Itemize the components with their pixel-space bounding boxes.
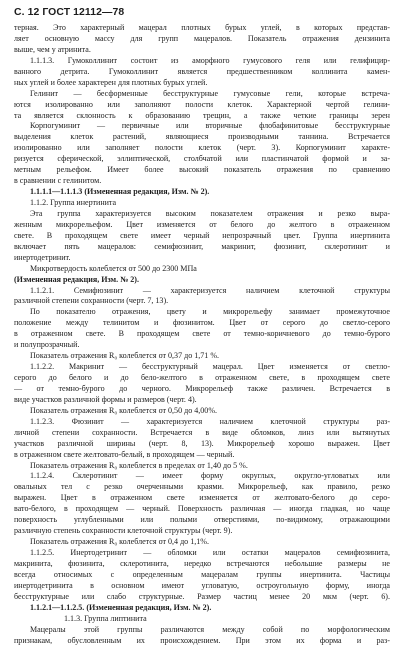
text-line: 1.1.2.2. Макринит — бесструктурный мацерал. Цвет изменяется от светло- (14, 362, 390, 373)
text-line: 1.1.2.1. Семифюзинит — характеризуется наличием клеточной структуры (14, 286, 390, 297)
text-line: включает пять мацералов: семифюзинит, макринит, фюзинит, склеротинит и (14, 242, 390, 253)
text-line: поверхность углубленными или полыми отверстиями, по-видимому, отражающими (14, 515, 390, 526)
text-line: Гелинит — бесформенные бесструктурные гумусовые гели, которые встреча- (14, 89, 390, 100)
text-line: виде участков различной формы и размеров (черт. 4). (14, 395, 390, 406)
text-line: 1.1.2.5. Инертодетринит — обломки или остатки мацералов семифюзинита, (14, 548, 390, 559)
text-line: вато-белого, в проходящем — черный. Поверхность различная — иногда гладкая, но чаще (14, 504, 390, 515)
text-line: положение между телинитом и фюзинитом. Цвет от серого до светло-серого (14, 318, 390, 329)
text-line: личной степени сохранности. Встречается в виде обломков, линз или вытянутых (14, 428, 390, 439)
text-line: Показатель отражения R₀ колеблется от 0,4 до 1,1%. (14, 537, 390, 548)
text-line: Показатель отражения R₀ колеблется от 0,37 до 1,71 %. (14, 351, 390, 362)
text-line: макринита, фюзинита, склеротинита, нередко встречаются небольшие размеры не (14, 559, 390, 570)
text-line: серого до белого и до бело-желтого в отраженном свете, в проходящем свете (14, 373, 390, 384)
text-line: та является склонность к образованию трещин, а также четкие границы зерен (14, 111, 390, 122)
text-line: всегда относимых с определенным мацералам группы инертинита. Частицы (14, 570, 390, 581)
text-line: 1.1.1.3. Гумоколлинит состоит из аморфного гумусового геля или гелифицир- (14, 56, 390, 67)
text-line: ризуется сферической, эллиптической, столбчатой или пластинчатой формой и за- (14, 154, 390, 165)
text-line: в отраженном свете желтовато-белый, в проходящем — черный. (14, 450, 390, 461)
text-line: 1.1.2.4. Склеротинит — имеет форму округлых, округло-угловатых или (14, 471, 390, 482)
text-line: 1.1.3. Группа липтинита (14, 614, 390, 625)
text-line: 1.1.2.1—1.1.2.5. (Измененная редакция, Изм. № 2). (14, 603, 390, 614)
text-line: ванного детрита. Гумоколлинит является предшественником коллинита камен- (14, 67, 390, 78)
text-line: ных углей и более характерен для плотных бурых углей. (14, 78, 390, 89)
text-line: свете. В проходящем свете имеет черный непрозрачный цвет. Группа инертинита (14, 231, 390, 242)
text-line: признакам, обусловленным их происхождением. При этом их форма и раз- (14, 636, 390, 646)
text-line: в отраженном свете. В проходящем свете от темно-коричневого до темно-бурого (14, 329, 390, 340)
text-line: 1.1.2.3. Фюзинит — характеризуется наличием клеточной структуры раз- (14, 417, 390, 428)
text-line: выражен. Цвет в отраженном свете изменяется от желтовато-белого до серо- (14, 493, 390, 504)
text-line: выделения клеток растений, являющиеся производными таннина. Встречается (14, 132, 390, 143)
page-header: С. 12 ГОСТ 12112—78 (14, 7, 124, 18)
text-line: в сравнении с гелинитом. (14, 176, 390, 187)
text-line: Микротвердость колеблется от 500 до 2300 МПа (14, 264, 390, 275)
text-line: Корпогуминит — первичные или вторичные флобафинитовые бесструктурные (14, 121, 390, 132)
text-line: 1.1.1.1—1.1.1.3 (Измененная редакция, Изм. № 2). (14, 187, 390, 198)
text-line: изолированно или заполняет полости клеток (черт. 3). Корпогуминит характе- (14, 143, 390, 154)
text-line: По показателю отражения, цвету и микрорельефу занимает промежуточное (14, 307, 390, 318)
text-line: различную степень сохранности клеточной структуры (черт. 9). (14, 526, 390, 537)
text-line: женным микрорельефом. Цвет изменяется от белого до желтого в отраженном (14, 220, 390, 231)
text-line: и полупрозрачный. (14, 340, 390, 351)
text-line: участков различной ширины (черт. 8, 13). Микрорельеф хорошо выражен. Цвет (14, 439, 390, 450)
text-line: Показатель отражения R₀ колеблется в пределах от 1,40 до 5 %. (14, 461, 390, 472)
text-line: ляет основную массу для групп мацералов. Показатель отражения дензинита (14, 34, 390, 45)
text-line: бесструктурные или слабо структурные. Размер частиц менее 20 мкм (черт. 6). (14, 592, 390, 603)
text-line: Эта группа характеризуется высоким показателем отражения и резко выра- (14, 209, 390, 220)
text-line: инертодетринит. (14, 253, 390, 264)
text-line: различной степени сохранности (черт. 7, 13). (14, 296, 390, 307)
text-line: — от темно-бурого до черного. Микрорельеф также различен. Встречается в (14, 384, 390, 395)
text-line: (Измененная редакция, Изм. № 2). (14, 275, 390, 286)
text-line: метным рельефом. Имеет более высокий показатель отражения по сравнению (14, 165, 390, 176)
text-line: Мацералы этой группы различаются между собой по морфологическим (14, 625, 390, 636)
text-line: овальных тел с резко очерченными краями. Микрорельеф, как правило, резко (14, 482, 390, 493)
text-line: терная. Это характерный мацерал плотных бурых углей, в которых представ- (14, 23, 390, 34)
document-body (14, 23, 390, 646)
text-line: выше, чем у атринита. (14, 45, 390, 56)
text-line: инертодетринита в основном имеют угловатую, остроугольную форму, иногда (14, 581, 390, 592)
text-line: Показатель отражения R₀ колеблется от 0,50 до 4,00%. (14, 406, 390, 417)
text-line: ются изолированно или заполняют полости клеток. Характерной чертой гелини- (14, 100, 390, 111)
text-line: 1.1.2. Группа инертинита (14, 198, 390, 209)
